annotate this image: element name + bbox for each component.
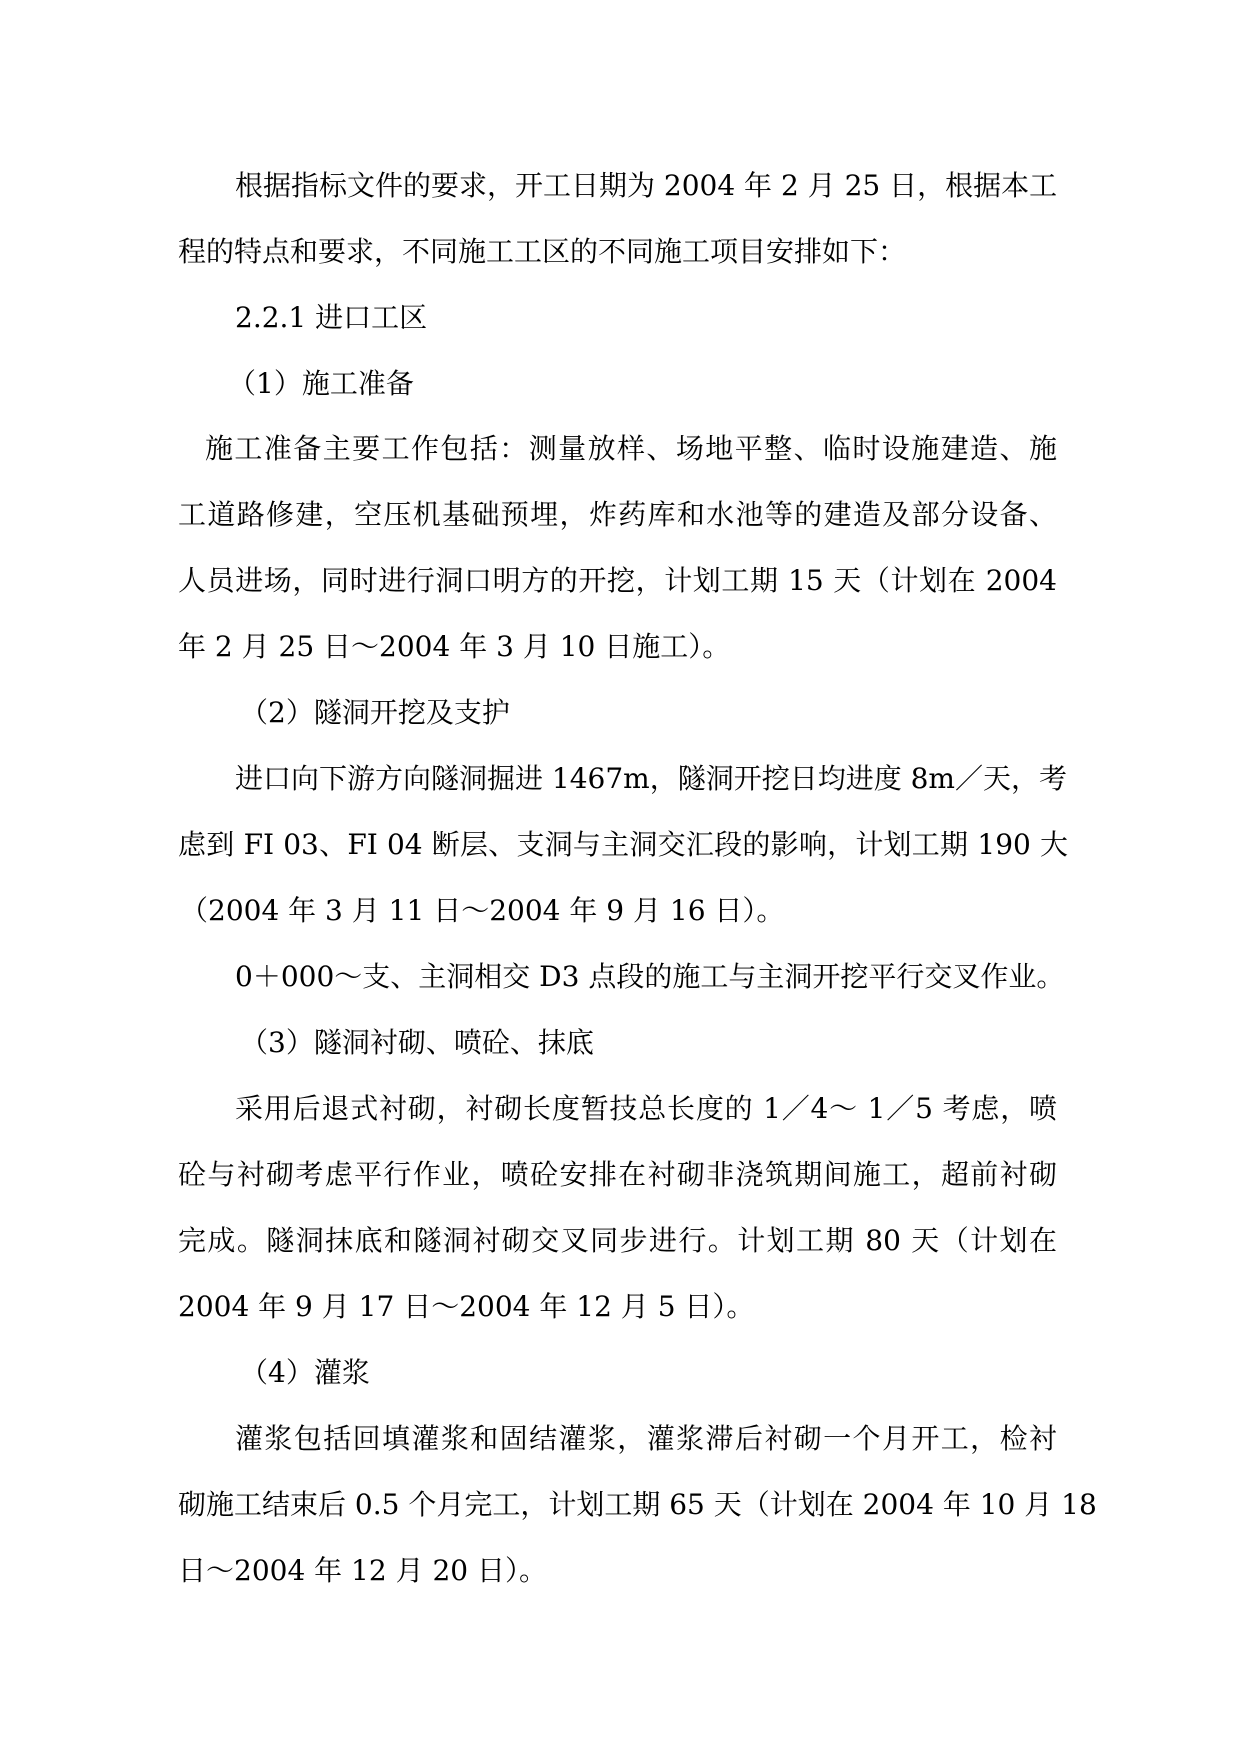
heading-grouting: （4）灌浆 (240, 1356, 370, 1389)
lining-line-2: 砼与衬砌考虑平行作业，喷砼安排在衬砌非浇筑期间施工，超前衬砌 (178, 1158, 1057, 1191)
prep-line-4: 年 2 月 25 日～2004 年 3 月 10 日施工）。 (178, 630, 731, 663)
grouting-line-1: 灌浆包括回填灌浆和固结灌浆，灌浆滞后衬砌一个月开工，检衬 (235, 1422, 1057, 1455)
prep-line-3: 人员进场，同时进行洞口明方的开挖，计划工期 15 天（计划在 2004 (178, 564, 1057, 597)
excavation-line-2: 虑到 FI 03、FI 04 断层、支洞与主洞交汇段的影响，计划工期 190 大 (178, 828, 1068, 861)
lining-line-3: 完成。隧洞抹底和隧洞衬砌交叉同步进行。计划工期 80 天（计划在 (178, 1224, 1057, 1257)
excavation-line-1: 进口向下游方向隧洞掘进 1467m，隧洞开挖日均进度 8m／天，考 (235, 762, 1067, 795)
grouting-line-3: 日～2004 年 12 月 20 日）。 (178, 1554, 548, 1587)
heading-construction-prep: （1）施工准备 (228, 367, 414, 400)
excavation-line-3: （2004 年 3 月 11 日～2004 年 9 月 16 日）。 (180, 894, 785, 927)
lining-line-1: 采用后退式衬砌，衬砌长度暂技总长度的 1／4～ 1／5 考虑，喷 (235, 1092, 1057, 1125)
grouting-line-2: 砌施工结束后 0.5 个月完工，计划工期 65 天（计划在 2004 年 10 月 18 (178, 1488, 1097, 1521)
intro-line-1: 根据指标文件的要求，开工日期为 2004 年 2 月 25 日，根据本工 (235, 169, 1058, 202)
lining-line-4: 2004 年 9 月 17 日～2004 年 12 月 5 日）。 (178, 1290, 755, 1323)
intro-line-2: 程的特点和要求，不同施工工区的不同施工项目安排如下： (178, 235, 907, 268)
heading-lining: （3）隧洞衬砌、喷砼、抹底 (240, 1026, 594, 1059)
excavation-parallel-note: 0＋000～支、主洞相交 D3 点段的施工与主洞开挖平行交叉作业。 (235, 960, 1065, 993)
prep-line-1: 施工准备主要工作包括：测量放样、场地平整、临时设施建造、施 (205, 432, 1057, 465)
section-title: 2.2.1 进口工区 (235, 301, 428, 334)
prep-line-2: 工道路修建，空压机基础预埋，炸药库和水池等的建造及部分设备、 (178, 498, 1057, 531)
heading-tunnel-excavation: （2）隧洞开挖及支护 (240, 696, 510, 729)
